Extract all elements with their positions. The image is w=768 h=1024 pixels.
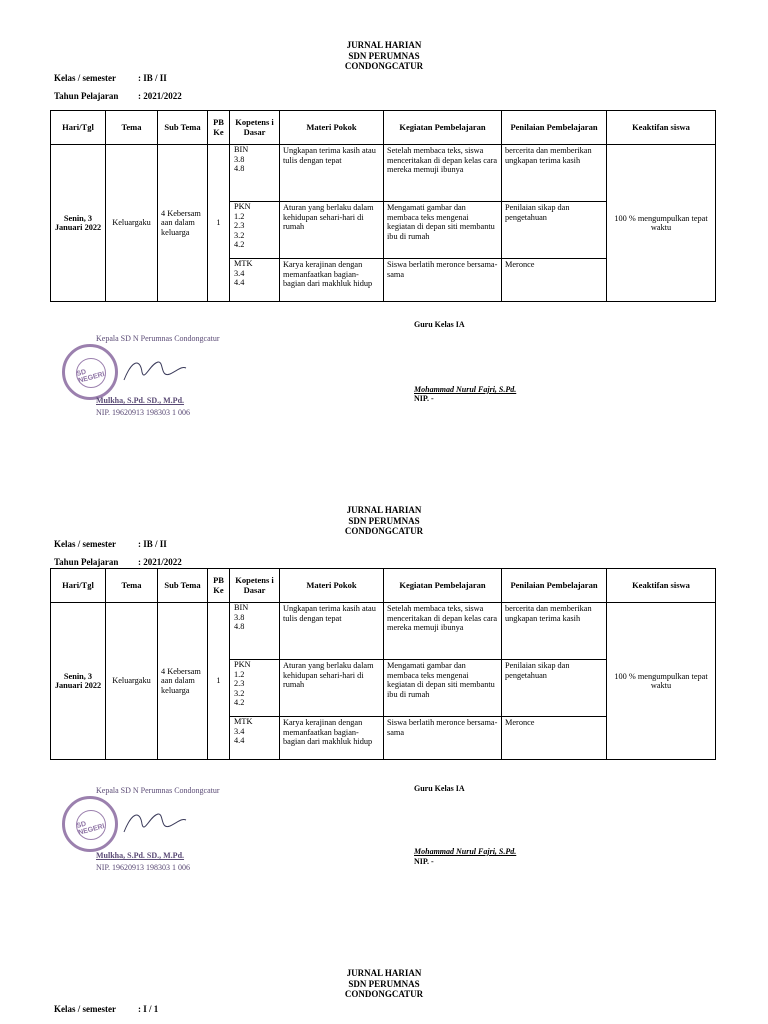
kepala-title: Kepala SD N Perumnas Condongcatur [96, 334, 220, 343]
guru-name: Mohammad Nurul Fajri, S.Pd. [414, 847, 517, 856]
kepala-nip: NIP. 19620913 198303 1 006 [96, 863, 191, 872]
school-stamp [62, 796, 118, 852]
table-row [51, 603, 716, 660]
header-location: CONDONGCATUR [344, 526, 424, 536]
tahun-value: : 2021/2022 [138, 91, 182, 101]
materi-cell: Karya kerajinan dengan memanfaatkan bagian-bagian dari makhluk hidup [280, 259, 384, 302]
materi-cell: Aturan yang berlaku dalam kehidupan sehari-hari di rumah [280, 202, 384, 259]
penilaian-cell: bercerita dan memberikan ungkapan terima kasih [502, 603, 607, 660]
header-title: JURNAL HARIAN [346, 505, 422, 515]
penilaian-cell: Meronce [502, 259, 607, 302]
col-header: Kopetens i Dasar [230, 111, 280, 145]
tahun-label: Tahun Pelajaran [54, 557, 119, 567]
tahun-line-1 [54, 91, 182, 101]
journal-header-2 [0, 505, 768, 537]
keaktifan-cell: 100 % mengumpulkan tepat waktu [607, 603, 716, 760]
journal-table-1 [50, 110, 716, 302]
guru-nip: NIP. - [414, 394, 434, 403]
header-school: SDN PERUMNAS [348, 50, 420, 61]
journal-header-1 [0, 40, 768, 72]
col-header: Kegiatan Pembelajaran [384, 111, 502, 145]
kepala-nip: NIP. 19620913 198303 1 006 [96, 408, 191, 417]
materi-cell: Karya kerajinan dengan memanfaatkan bagian-bagian dari makhluk hidup [280, 717, 384, 760]
kelas-label: Kelas / semester [54, 1004, 116, 1014]
guru-name: Mohammad Nurul Fajri, S.Pd. [414, 385, 517, 394]
subtema-cell: 4 Kebersam aan dalam keluarga [158, 603, 208, 760]
tahun-value: : 2021/2022 [138, 557, 182, 567]
col-header: Materi Pokok [280, 569, 384, 603]
kegiatan-cell: Siswa berlatih meronce bersama-sama [384, 717, 502, 760]
col-header: Kopetens i Dasar [230, 569, 280, 603]
kd-cell: MTK 3.4 4.4 [230, 259, 280, 302]
kegiatan-cell: Setelah membaca teks, siswa menceritakan di depan kelas cara mereka memuji ibunya [384, 145, 502, 202]
col-header: PB Ke [208, 569, 230, 603]
kd-cell: PKN 1.2 2.3 3.2 4.2 [230, 660, 280, 717]
penilaian-cell: Penilaian sikap dan pengetahuan [502, 202, 607, 259]
guru-nip: NIP. - [414, 857, 434, 866]
kelas-line-3 [54, 1004, 158, 1014]
col-header: Keaktifan siswa [607, 569, 716, 603]
kepala-name: Mulkha, S.Pd. SD., M.Pd. [96, 851, 185, 860]
stamp-label: SD NEGERI [75, 820, 106, 837]
kd-cell: BIN 3.8 4.8 [230, 145, 280, 202]
hari-cell: Senin, 3 Januari 2022 [51, 603, 106, 760]
school-stamp [62, 344, 118, 400]
penilaian-cell: Penilaian sikap dan pengetahuan [502, 660, 607, 717]
col-header: Sub Tema [158, 569, 208, 603]
kelas-label: Kelas / semester [54, 539, 116, 549]
header-title: JURNAL HARIAN [346, 40, 422, 50]
tema-cell: Keluargaku [106, 145, 158, 302]
kelas-label: Kelas / semester [54, 73, 116, 83]
col-header: Kegiatan Pembelajaran [384, 569, 502, 603]
kd-cell: PKN 1.2 2.3 3.2 4.2 [230, 202, 280, 259]
col-header: Tema [106, 111, 158, 145]
col-header: Sub Tema [158, 111, 208, 145]
tahun-label: Tahun Pelajaran [54, 91, 119, 101]
materi-cell: Aturan yang berlaku dalam kehidupan sehari-hari di rumah [280, 660, 384, 717]
kepala-signature-icon [120, 804, 190, 838]
materi-cell: Ungkapan terima kasih atau tulis dengan tepat [280, 603, 384, 660]
kegiatan-cell: Siswa berlatih meronce bersama-sama [384, 259, 502, 302]
guru-title: Guru Kelas IA [414, 320, 465, 329]
col-header: Penilaian Pembelajaran [502, 111, 607, 145]
col-header: Hari/Tgl [51, 569, 106, 603]
table-header-row [51, 111, 716, 145]
kepala-title: Kepala SD N Perumnas Condongcatur [96, 786, 220, 795]
header-title: JURNAL HARIAN [346, 968, 422, 978]
kelas-line-2 [54, 539, 167, 549]
hari-cell: Senin, 3 Januari 2022 [51, 145, 106, 302]
penilaian-cell: Meronce [502, 717, 607, 760]
journal-header-3 [0, 968, 768, 1000]
table-header-row [51, 569, 716, 603]
kd-cell: BIN 3.8 4.8 [230, 603, 280, 660]
keaktifan-cell: 100 % mengumpulkan tepat waktu [607, 145, 716, 302]
subtema-cell: 4 Kebersam aan dalam keluarga [158, 145, 208, 302]
header-school: SDN PERUMNAS [348, 515, 420, 526]
col-header: Hari/Tgl [51, 111, 106, 145]
kelas-value: : IB / II [138, 539, 167, 549]
kepala-name: Mulkha, S.Pd. SD., M.Pd. [96, 396, 185, 405]
kegiatan-cell: Mengamati gambar dan membaca teks mengenai kegiatan di depan siti membantu ibu di rumah [384, 660, 502, 717]
table-row [51, 145, 716, 202]
col-header: PB Ke [208, 111, 230, 145]
materi-cell: Ungkapan terima kasih atau tulis dengan tepat [280, 145, 384, 202]
col-header: Tema [106, 569, 158, 603]
kelas-value: : I / 1 [138, 1004, 159, 1014]
kelas-line-1 [54, 73, 167, 83]
header-location: CONDONGCATUR [344, 61, 424, 71]
kd-cell: MTK 3.4 4.4 [230, 717, 280, 760]
pb-cell: 1 [208, 145, 230, 302]
col-header: Keaktifan siswa [607, 111, 716, 145]
kelas-value: : IB / II [138, 73, 167, 83]
penilaian-cell: bercerita dan memberikan ungkapan terima kasih [502, 145, 607, 202]
tema-cell: Keluargaku [106, 603, 158, 760]
col-header: Materi Pokok [280, 111, 384, 145]
kepala-signature-icon [120, 352, 190, 386]
header-school: SDN PERUMNAS [348, 978, 420, 989]
kegiatan-cell: Setelah membaca teks, siswa menceritakan di depan kelas cara mereka memuji ibunya [384, 603, 502, 660]
journal-table-2 [50, 568, 716, 760]
pb-cell: 1 [208, 603, 230, 760]
guru-title: Guru Kelas IA [414, 784, 465, 793]
kegiatan-cell: Mengamati gambar dan membaca teks mengenai kegiatan di depan siti membantu ibu di rumah [384, 202, 502, 259]
header-location: CONDONGCATUR [344, 989, 424, 999]
tahun-line-2 [54, 557, 182, 567]
col-header: Penilaian Pembelajaran [502, 569, 607, 603]
stamp-label: SD NEGERI [75, 368, 106, 385]
